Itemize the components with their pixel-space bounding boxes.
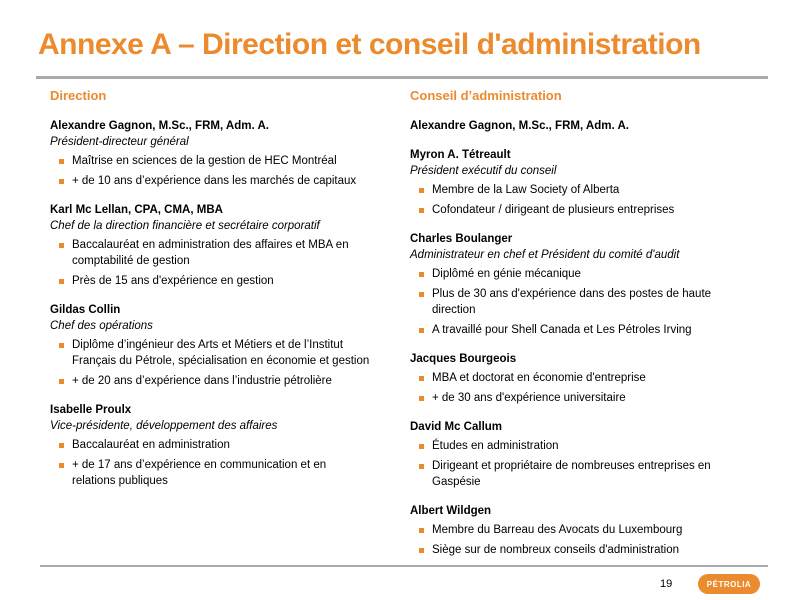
credential-list — [410, 182, 750, 218]
person-role: Président-directeur général — [50, 136, 189, 148]
board-column — [410, 88, 750, 571]
person-entry — [410, 118, 750, 134]
person-name: Albert Wildgen — [410, 505, 492, 517]
person-name: Jacques Bourgeois — [410, 353, 517, 365]
credential-item — [410, 322, 750, 338]
credential-item — [410, 542, 750, 558]
credential-item — [50, 373, 370, 389]
square-bullet-icon — [59, 159, 64, 164]
credential-item — [410, 522, 750, 538]
credential-text: Études en administration — [432, 440, 559, 452]
credential-text: + de 20 ans d’expérience dans l’industrie pétrolière — [72, 375, 332, 387]
person-name: Isabelle Proulx — [50, 404, 132, 416]
person-entry — [410, 351, 750, 406]
credential-text: Dirigeant et propriétaire de nombreuses entreprises en Gaspésie — [432, 460, 711, 488]
credential-text: + de 10 ans d’expérience dans les marchés de capitaux — [72, 175, 357, 187]
credential-item — [50, 337, 370, 369]
company-logo — [698, 574, 760, 594]
credential-item — [50, 437, 370, 453]
square-bullet-icon — [419, 548, 424, 553]
person-name: Gildas Collin — [50, 304, 121, 316]
credential-item — [50, 173, 370, 189]
credential-text: Siège sur de nombreux conseils d'administration — [432, 544, 680, 556]
person-role: Chef des opérations — [50, 320, 153, 332]
square-bullet-icon — [59, 379, 64, 384]
person-entry — [50, 302, 370, 389]
square-bullet-icon — [59, 443, 64, 448]
credential-item — [410, 390, 750, 406]
credential-text: Près de 15 ans d'expérience en gestion — [72, 275, 274, 287]
person-entry — [410, 231, 750, 338]
person-role: Vice-présidente, développement des affaires — [50, 420, 278, 432]
square-bullet-icon — [419, 208, 424, 213]
credential-text: Maîtrise en sciences de la gestion de HEC Montréal — [72, 155, 337, 167]
credential-text: + de 30 ans d'expérience universitaire — [432, 392, 626, 404]
direction-heading: Direction — [50, 88, 107, 103]
square-bullet-icon — [419, 272, 424, 277]
credential-text: A travaillé pour Shell Canada et Les Pétroles Irving — [432, 324, 692, 336]
person-name: Charles Boulanger — [410, 233, 513, 245]
square-bullet-icon — [419, 292, 424, 297]
person-name: Myron A. Tétreault — [410, 149, 511, 161]
credential-item — [410, 266, 750, 282]
credential-item — [50, 273, 370, 289]
credential-text: MBA et doctorat en économie d'entreprise — [432, 372, 646, 384]
credential-text: Diplôme d’ingénieur des Arts et Métiers et de l’Institut Français du Pétrole, spécialisation en économie et gestion — [72, 339, 370, 367]
footer-divider — [40, 565, 768, 567]
credential-item — [50, 457, 370, 489]
credential-text: Membre du Barreau des Avocats du Luxembourg — [432, 524, 683, 536]
credential-text: + de 17 ans d’expérience en communication et en relations publiques — [72, 459, 327, 487]
logo-text: PÉTROLIA — [706, 579, 752, 589]
person-entry — [410, 503, 750, 558]
credential-text: Plus de 30 ans d'expérience dans des postes de haute direction — [432, 288, 712, 316]
square-bullet-icon — [419, 528, 424, 533]
credential-item — [50, 153, 370, 169]
board-heading: Conseil d’administration — [410, 88, 562, 103]
credential-item — [410, 202, 750, 218]
square-bullet-icon — [59, 343, 64, 348]
square-bullet-icon — [59, 279, 64, 284]
credential-list — [410, 438, 750, 490]
page-number: 19 — [660, 578, 673, 590]
direction-list — [50, 118, 370, 489]
square-bullet-icon — [419, 328, 424, 333]
credential-text: Cofondateur / dirigeant de plusieurs entreprises — [432, 204, 675, 216]
person-entry — [410, 147, 750, 218]
square-bullet-icon — [419, 444, 424, 449]
credential-item — [410, 182, 750, 198]
square-bullet-icon — [419, 396, 424, 401]
square-bullet-icon — [59, 243, 64, 248]
credential-text: Membre de la Law Society of Alberta — [432, 184, 620, 196]
credential-list — [410, 266, 750, 338]
direction-column — [50, 88, 370, 502]
square-bullet-icon — [59, 463, 64, 468]
person-entry — [410, 419, 750, 490]
square-bullet-icon — [419, 376, 424, 381]
person-entry — [50, 202, 370, 289]
credential-text: Baccalauréat en administration des affaires et MBA en comptabilité de gestion — [72, 239, 349, 267]
person-entry — [50, 118, 370, 189]
credential-list — [50, 437, 370, 489]
square-bullet-icon — [419, 464, 424, 469]
credential-item — [410, 438, 750, 454]
person-role: Président exécutif du conseil — [410, 165, 557, 177]
credential-list — [50, 337, 370, 389]
person-role: Chef de la direction financière et secrétaire corporatif — [50, 220, 320, 232]
board-list — [410, 118, 750, 558]
square-bullet-icon — [419, 188, 424, 193]
credential-item — [410, 458, 750, 490]
person-name: Alexandre Gagnon, M.Sc., FRM, Adm. A. — [410, 120, 629, 132]
credential-list — [410, 370, 750, 406]
credential-text: Baccalauréat en administration — [72, 439, 230, 451]
credential-list — [50, 237, 370, 289]
credential-list — [50, 153, 370, 189]
credential-text: Diplômé en génie mécanique — [432, 268, 581, 280]
person-name: Alexandre Gagnon, M.Sc., FRM, Adm. A. — [50, 120, 269, 132]
credential-item — [410, 286, 750, 318]
credential-item — [410, 370, 750, 386]
person-name: Karl Mc Lellan, CPA, CMA, MBA — [50, 204, 223, 216]
person-name: David Mc Callum — [410, 421, 503, 433]
credential-item — [50, 237, 370, 269]
page-title: Annexe A – Direction et conseil d'administration — [38, 28, 701, 61]
credential-list — [410, 522, 750, 558]
title-divider — [36, 76, 768, 79]
person-role: Administrateur en chef et Président du comité d'audit — [410, 249, 680, 261]
person-entry — [50, 402, 370, 489]
square-bullet-icon — [59, 179, 64, 184]
